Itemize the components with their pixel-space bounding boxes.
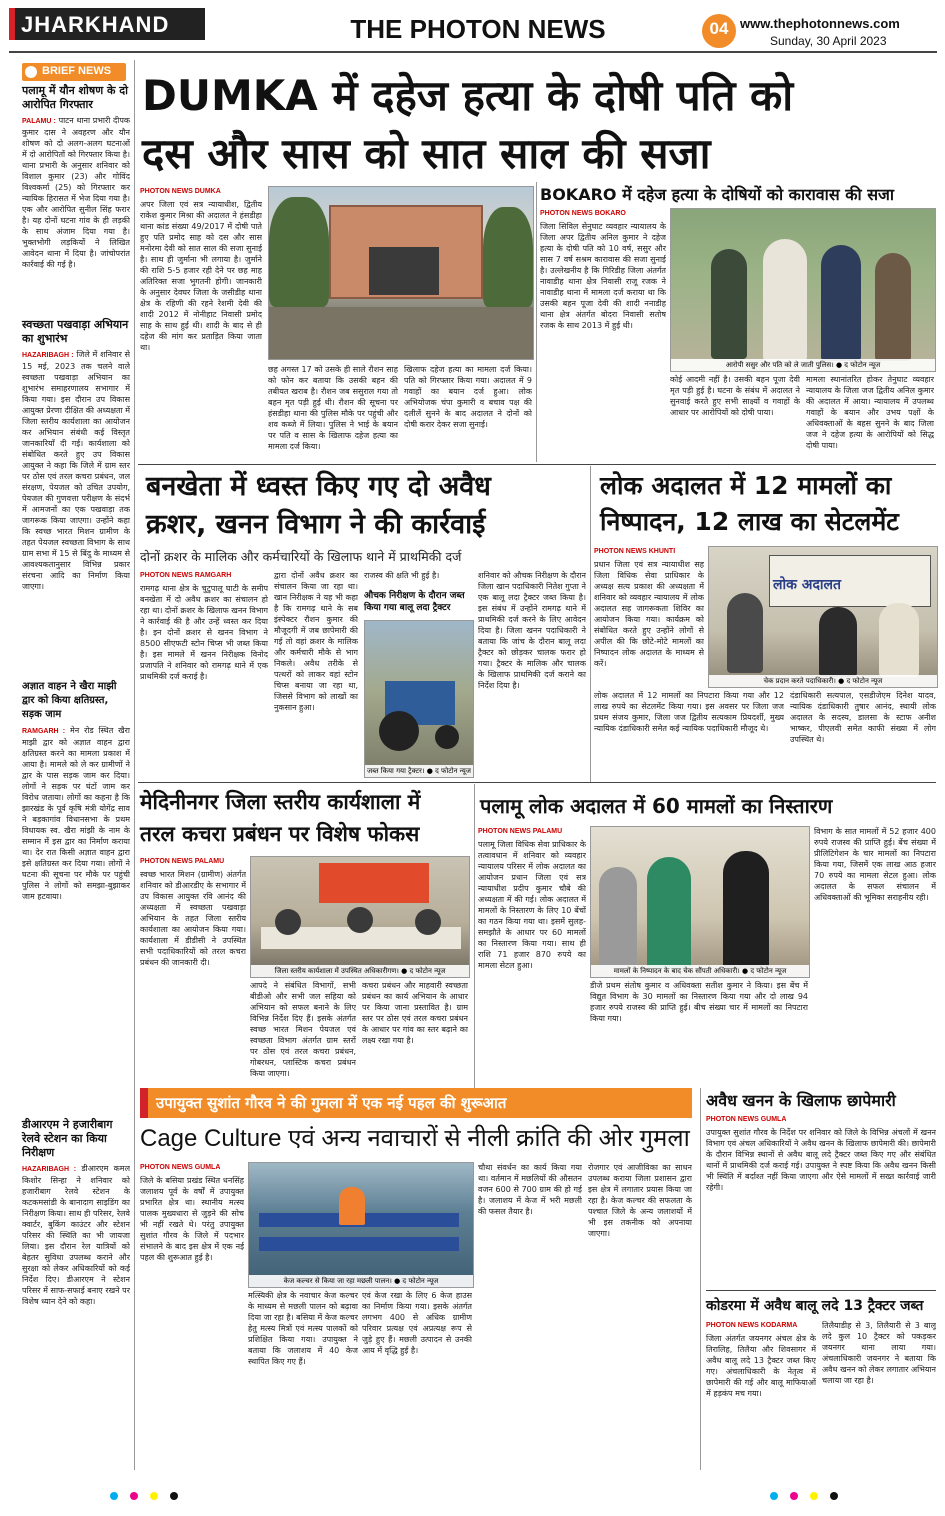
court-tree-left [269,197,329,307]
court-road [269,307,533,359]
reg-mark-6 [790,1492,798,1500]
brief-column-divider [134,60,135,1470]
person-2 [763,239,807,361]
lead-col-2: छह अगस्त 17 को उसके ही साले रौशन साह को फोन कर बताया कि उसकी बहन की तबीयत खराब है। रौशन जब ससुराल गया तो बहन मृत पड़ी हुई थी। रौशन की सूचना पर हंसडीहा थाना की पुलिस मौके पर पहुंची और शव कब्जे में लिया। पुलिस ने भाई के बयान पर पति व सास के खिलाफ दहेज हत्या का मामला दर्ज किया। [268,365,398,451]
lead-credit: PHOTON NEWS DUMKA [140,188,221,195]
palamu-headline: पलामू लोक अदालत में 60 मामलों का निस्तारण [480,794,833,818]
gumla-photo-caption: केज कल्चर से किया जा रहा मछली पालन। ● द फोटोन न्यूज [249,1275,473,1287]
kodarma-col-2: तिलैयाडीह से 3, तिलैयारी से 3 बालू लदे कुल 10 ट्रैक्टर को पकड़कर जयनगर थाना लाया गया। अंचलाधिकारी जयनगर ने बताया कि अवैध खनन को लेकर लगातार अभियान चलाया जा रहा है। [822,1321,936,1385]
brief-item-3-text: मेन रोड स्थित खैरा माझी द्वार को अज्ञात वाहन द्वारा क्षतिग्रस्त करने का मामला प्रकाश में आया है। मामले को ले कर ग्रामीणों ने द्वार के पास सड़क जाम कर दिया। लोगों ने सड़क पर घंटों जाम कर विरोध जताया। लोगों का कहना है कि झारखंड के पूर्व कृषि मंत्री योगेंद्र साव ने बड़कागांव विधानसभा के प्रथम विधायक स्व. खैरा मांझी के नाम के सम्मान में इस द्वार का निर्माण कराया था। देर रात किसी अज्ञात वाहन द्वारा इसे क्षतिग्रस्त कर दिया गया। लोगों ने घटना की सूचना पर मौके पर पहुंची पुलिस ने लोगों को समझा-बुझाकर जाम हटवाया। [22,726,130,901]
bokaro-photo-caption: आरोपी ससुर और पति को ले जाती पुलिस। ● द फोटोन न्यूज [671,359,935,371]
crusher-col-2: द्वारा दोनों अवैध क्रशर का संचालन किया जा रहा था। खान निरीक्षक ने यह भी कहा है कि रामगढ़ थाने के सब इंस्पेक्टर रौशन कुमार की मौजूदगी में जब छापेमारी की गई तो वहां क्रशर के मालिक और कर्मचारी मौके से भाग निकले। अवैध तरीके से पत्थरों को लाकर वहां स्टोन चिप्स बनाया जा रहा था, जिससे विभाग को लाखों का नुकसान हुआ। [274,571,358,712]
bokaro-headline: BOKARO में दहेज हत्या के दोषियों को कारावास की सजा [540,185,895,204]
crusher-col-4: शनिवार को औचक निरीक्षण के दौरान जिला खान पदाधिकारी नितेश गुप्ता ने एक बालू लदा ट्रैक्टर जब्त किया है। इस संबंध में उन्होंने रामगढ़ थाने में प्राथमिकी दर्ज करने के लिए आवेदन दिया है। जिला खनन पदाधिकारी ने बताया कि जांच के दौरान बालू लदा ट्रैक्टर को छोड़कर चालक फरार हो गया। ट्रैक्टर के मालिक और चालक के खिलाफ प्राथमिकी दर्ज कराने का निर्देश दिया है। [478,571,586,690]
palamu-col-3: विभाग के सात मामलों में 52 हजार 400 रुपये राजस्व की प्राप्ति हुई। बेंच संख्या में प्रीलिटिगेशन के चार मामलों का निपटारा किया गया, जिसमें एक लाख आठ हजार 70 रुपये का मामला सेटल हुआ। लोक अदालत के सफल संचालन में अधिवक्ताओं की भूमिका सराहनीय रही। [814,827,936,902]
bokaro-col-3: मामला स्थानांतरित होकर तेनुघाट व्यवहार न्यायालय के जिला जज द्वितीय अनिल कुमार की अदालत में आया। न्यायालय में उपलब्ध गवाहों के बयान और उभय पक्षों के अधिवक्ताओं के बहस सुनने के बाद जिला जज ने दहेज हत्या के आरोपियों को सिद्ध दोषी पाया। [806,375,934,450]
gumla-banner-text: उपायुक्त सुशांत गौरव ने की गुमला में एक नई पहल की शुरूआत [156,1094,507,1112]
khanan-body [706,1114,936,1284]
palamu-credit: PHOTON NEWS PALAMU [478,828,563,835]
palamu-col-1-text: पलामू जिला विधिक सेवा प्राधिकार के तत्वावधान में शनिवार को व्यवहार न्यायालय परिसर में लोक अदालत का आयोजन प्रधान जिला एवं सत्र न्यायाधीश प्रदीप कुमार चौबे की अध्यक्षता में की गई। लोक अदालत में मामलों के निस्तारण के लिए 10 बेंचों का गठन किया गया था। इसमें सुलह-समझौते के आधार पर 60 मामलों का निस्तारण किया गया। साथ ही राशि 71 हजार 870 रुपये का मामला सेटल हुआ। [478,840,586,970]
section-tag-label: JHARKHAND [21,12,170,37]
brief-item-1-text: पाटन थाना प्रभारी दीपक कुमार दास ने अवहरण और यौन शोषण को दो अलग-अलग घटनाओं में दो आरोपितों को गिरफ्तार किया है। थाना प्रभारी के अनुसार शनिवार को विशाल कुमार (23) और गोविंद विश्वकर्मा (25) को गिरफ्तार कर न्यायिक हिरासत में भेज दिया गया है। एक और आरोपित सुनील सिंह फरार है। यह दोनों घटना गांव के ही लड़की के साथ अंजाम दिया गया है। भुक्तभोगी लड़कियों ने लिखित आवेदन थाना में दिया है। जांचोपरांत कार्रवाई की गई है। [22,116,130,269]
bokaro-credit: PHOTON NEWS BOKARO [540,210,626,217]
lead-headline-line1: DUMKA में दहेज हत्या के दोषी पति को [142,71,794,120]
reg-mark-8 [830,1492,838,1500]
reg-mark-1 [110,1492,118,1500]
rule-kodarma [706,1290,936,1291]
khunti-photo [708,546,938,688]
gumla-col-1 [140,1162,244,1470]
brief-item-3-title: अज्ञात वाहन ने खैरा माझी द्वार को किया क्षतिग्रस्त, सड़क जाम [22,681,117,720]
crusher-headline-line2: क्रशर, खनन विभाग ने की कार्रवाई [146,509,486,540]
khunti-divider [590,466,591,782]
brief-item-3-body [22,725,130,1055]
brief-item-1-title: पलामू में यौन शोषण के दो आरोपित गिरफ्तार [22,84,128,111]
attendee-1 [275,909,301,935]
bokaro-col-1 [540,208,666,458]
medininagar-col-1 [140,856,246,1082]
officer-2 [819,607,857,677]
lead-col-3: खिलाफ दहेज हत्या का मामला दर्ज किया। पति को गिरफ्तार किया गया। अदालत में 9 गवाहों का बयान दर्ज हुआ। लोक अभियोजक चंपा कुमारी व बचाव पक्ष की दलीलें सुनने के बाद अदालत ने दोनों को दोषी करार देकर सजा सुनाई। [404,365,532,429]
khunti-photo-caption: चेक प्रदान करते पदाधिकारी। ● द फोटोन न्यूज [709,675,937,687]
bokaro-col-2: कोई आदमी नहीं है। उसकी बहन पूजा देवी मृत पड़ी हुई है। घटना के संबंध में अदालत ने सुनवाई करते हुए सभी साक्ष्यों व गवाहों के आधार पर आरोपियों को दोषी पाया। [670,375,800,417]
khunti-col-1-text: प्रधान जिला एवं सत्र न्यायाधीश सह जिला विधिक सेवा प्राधिकार के अध्यक्ष सत्य प्रकाश की अध्यक्षता में शनिवार को व्यवहार न्यायालय में लोक अदालत सह जागरूकता शिविर का आयोजन किया गया। कार्यक्रम को संबोधित करते हुए उन्होंने लोगों से अपील की कि छोटे-मोटे मामलों का निष्पादन लोक अदालत के माध्यम से करें। [594,560,704,668]
brief-item-4-place: HAZARIBAGH : [22,1166,77,1173]
court-tree-right [483,207,533,307]
khunti-credit: PHOTON NEWS KHUNTI [594,548,676,555]
tractor-wheel-big [379,711,419,751]
rule-row-2 [138,782,936,783]
person-3 [821,245,861,361]
crusher-credit: PHOTON NEWS RAMGARH [140,572,232,579]
lead-photo [268,186,534,360]
khunti-col-2: लोक अदालत में 12 मामलों का निपटारा किया गया और 12 लाख रुपये का सेटलमेंट किया गया। इस अवसर पर जिला जज प्रथम संजय कुमार, जिला जज द्वितीय सत्यकाम प्रियदर्शी, मुख्य न्यायिक दंडाधिकारी समेत कई न्यायिक पदाधिकारी मौजूद थे। [594,691,784,733]
registration-marks [0,1490,945,1502]
crusher-subhead: दोनों क्रशर के मालिक और कर्मचारियों के खिलाफ थाने में प्राथमिकी दर्ज [140,549,462,564]
khanan-credit: PHOTON NEWS GUMLA [706,1116,787,1123]
crusher-photo [364,620,474,778]
gumla-banner-stripe [140,1088,148,1118]
reg-mark-4 [170,1492,178,1500]
brief-item-4-body [22,1163,130,1493]
palamu-col-2: डीजे प्रथम संतोष कुमार व अधिवक्ता सतीश कुमार ने किया। इस बेंच में विद्युत विभाग के 30 मामलों का निस्तारण किया गया और दो लाख 94 हजार रुपये राजस्व की प्राप्ति हुई। बीच संख्या चार में मामलों का निपटारा किया गया। [590,981,808,1023]
bokaro-photo [670,208,936,372]
palamu-photo [590,826,810,978]
khunti-banner-text: लोक अदालत [773,577,841,593]
tractor-wheel-small [435,725,459,749]
gumla-col-5: रोजगार एवं आजीविका का साधन उपलब्ध कराया जिला प्रशासन द्वारा इस क्षेत्र में लगातार प्रयास किया जा रहा है। केज कल्चर की सफलता के पश्चात जिले के अन्य जलाशयों में भी इस तकनीक को अपनाया जाएगा। [588,1163,692,1238]
brief-item-3 [22,680,130,1055]
officer-3 [879,603,919,677]
gumla-col-2: मत्स्यिकी क्षेत्र के नवाचार केज कल्चर के माध्यम से मछली पालन को बढ़ावा दिया जा रहा है। बसिया में केज कल्चर हेतु मत्स्य मित्रों एवं मत्स्य पालकों को प्रशिक्षित किया गया। उपायुक्त ने बताया कि जलाशय में 40 केज स्थापित किए गए हैं। [248,1291,358,1366]
gumla-col-3: एवं केज रखा के लिए 6 केज हाउस का निर्माण किया गया। इसके अंतर्गत लगभग 400 से अधिक ग्रामीण परिवार प्रत्यक्ष एवं अप्रत्यक्ष रूप से जुड़े हुए हैं। मछली उत्पादन से उनकी आय में वृद्धि हुई है। [362,1291,472,1355]
attendee-3 [415,909,441,935]
medininagar-photo-caption: जिला स्तरीय कार्यशाला में उपस्थित अधिकारीगण। ● द फोटोन न्यूज [251,965,469,977]
crusher-col-3: राजस्व की क्षति भी हुई है। [364,571,440,580]
kodarma-col-1 [706,1320,816,1470]
man-left [599,867,637,967]
court-gate [369,247,439,295]
gumla-col-1-text: जिले के बसिया प्रखंड स्थित धनसिंह जलाशय पूर्व के वर्षों में उपायुक्त प्रभारित क्षेत्र था। स्थानीय मत्स्य पालक मुख्यधारा से जुड़ने की सोच भी नहीं रखते थे। परंतु उपायुक्त सुशांत गौरव के जिले में पदभार संभालने के बाद इस क्षेत्र में एक नई पहल की शुरूआत हुई है। [140,1176,244,1262]
crusher-photo-head: औचक निरीक्षण के दौरान जब्त किया गया बालू लदा ट्रैक्टर [364,591,465,613]
website[interactable]: www.thephotonnews.com [740,16,900,31]
brief-item-2-body [22,349,130,709]
gumla-photo [248,1162,474,1288]
cage-frame-2 [259,1237,459,1251]
gumla-col-4: चौथा संवर्धन का कार्य किया गया था। वर्तमान में मछलियों की औसतन वजन 600 से 700 ग्राम की हो गई है। जलाशय में केज में भरी मछली की फसल तैयार है। [478,1163,582,1216]
reg-mark-7 [810,1492,818,1500]
brief-item-4-text: डीआरएम कमल किशोर सिन्हा ने शनिवार को हजारीबाग रेलवे स्टेशन के कटकमसांडी के बानादाग साइडिंग का निरीक्षण किया। साथ ही परिसर, रेलवे क्वार्टर, बुकिंग काउंटर और स्टेशन परिसर की स्थिति का भी जायजा लिया। इस दौरान रेल यात्रियों को बेहतर सुविधा उपलब्ध कराने और सुरक्षा को लेकर अधिकारियों को कई निर्देश दिए। डीआरएम ने स्टेशन परिसर में साफ-सफाई बनाए रखने पर विशेष ध्यान देने को कहा। [22,1164,130,1306]
medininagar-headline-line1: मेदिनीनगर जिला स्तरीय कार्यशाला में [140,790,421,814]
lead-headline-line2: दस और सास को सात साल की सजा [142,129,711,178]
issue-date: Sunday, 30 April 2023 [770,34,887,48]
brief-news-label-box [22,63,126,81]
crusher-photo-caption: जब्त किया गया ट्रैक्टर। ● द फोटोन न्यूज [367,767,471,775]
kodarma-credit: PHOTON NEWS KODARMA [706,1322,798,1329]
masthead: THE PHOTON NEWS [350,14,606,44]
crusher-headline-line1: बनखेता में ध्वस्त किए गए दो अवैध [146,471,491,502]
worker-orange [339,1187,365,1225]
palamu-photo-caption: मामलों के निष्पादन के बाद चेक सौंपती अधिकारी। ● द फोटोन न्यूज [591,965,809,977]
kodarma-headline: कोडरमा में अवैध बालू लदे 13 ट्रैक्टर जब्त [706,1298,924,1314]
medininagar-col-2: आपदे ने संबंधित विभागों, सभी बीडीओ और सभी जल सहिया को अभियान को सफल बनाने के लिए विभिन्न निर्देश दिए हैं। इसके अंतर्गत स्वच्छ भारत मिशन पेयजल एवं स्वच्छता विभाग अंतर्गत ग्राम स्तरों पर ठोस एवं तरल कचरा प्रबंधन, गोबरधन, प्लास्टिक कचरा प्रबंधन किया जाएगा। [250,981,356,1078]
lead-col-1 [140,186,262,460]
crusher-col-1 [140,570,268,776]
medininagar-headline-line2: तरल कचरा प्रबंधन पर विशेष फोकस [140,822,420,846]
medininagar-photo [250,856,470,978]
kodarma-col-1-text: जिला अंतर्गत जयनगर अंचल क्षेत्र के तिरालिह, तिलैया और शिवसागर में अवैध बालू लदे 13 ट्रैक्टर जब्त किए गए। अंचलाधिकारी के नेतृत्व में छापेमारी की गई और बालू माफियाओं में हड़कंप मच गया। [706,1334,816,1398]
brief-item-2-text: जिले में शनिवार से 15 मई, 2023 तक चलने वाले स्वच्छता पखवाड़ा अभियान का शुभारंभ समाहरणालय सभागार में किया गया। इस दौरान उप विकास आयुक्त प्रेरणा दीक्षित की अध्यक्षता में जिला स्तरीय कार्यशाला का आयोजन कर अभियान संबंधी कई विस्तृत जानकारियाँ दी गई। कार्यशाला को संबोधित करते हुए उप विकास आयुक्त ने कहा कि जिले में ग्राम स्तर पर ठोस एवं तरल कचरा प्रबंधन, जल संरक्षण, पेयजल को उचित उपयोग, पेयजल की गुणवत्ता परीक्षण के संदर्भ में आमजनों का एक पखवाड़ा तक जागरूक किया जाएगा। उन्होंने कहा कि स्वच्छ भारत मिशन ग्रामीण के तहत पेयजल स्वच्छता विभाग के साथ ग्राम सभा में 15 से बिंदु के माध्यम से आवश्यकतानुसार विभिन्न प्रकार संरचना आदि का निर्माण किया जाएगा। [22,350,130,591]
khunti-col-1 [594,546,704,696]
brief-news-icon [25,66,37,78]
medininagar-col-3: कचरा प्रबंधन और माहवारी स्वच्छता प्रबंधन का कार्य अभियान के आधार पर किया जाना प्रस्तावित है। ग्राम स्तर पर ठोस एवं तरल कचरा प्रबंधन के आधार पर गांव का स्तर बढ़ाने का लक्ष्य रखा गया है। [362,981,468,1045]
brief-item-4-title: डीआरएम ने हजारीबाग रेलवे स्टेशन का किया निरीक्षण [22,1118,113,1159]
khunti-col-3: दंडाधिकारी सत्यपाल, एसडीजेएम दिनेश यादव, न्यायिक दंडाधिकारी तुषार आनंद, स्थायी लोक अदालत के सदस्य, डालसा के स्टाफ अनीश भाष्कर, पीएलवी समेत काफी संख्या में लोग उपस्थित थे। [790,691,936,744]
khunti-headline-line2: निष्पादन, 12 लाख का सेटलमेंट [600,507,899,536]
crusher-col-1-text: रामगढ़ थाना क्षेत्र के चुटुपालू घाटी के समीप बनखेता में दो अवैध क्रशर का संचालन हो रहा था। दोनों क्रशर के खिलाफ खनन विभाग ने कार्रवाई की है और उन्हें ध्वस्त कर दिया है। इन दोनों क्रशर से खनन विभाग ने 8500 सीएफटी स्टोन चिप्स भी जब्त किया है। इस मामले में खनन निरीक्षक विनोद प्रजापति ने शनिवार को रामगढ़ थाने में एक प्राथमिकी दर्ज कराई है। [140,584,268,681]
brief-item-1-place: PALAMU : [22,118,56,125]
lead-col-1-text: अपर जिला एवं सत्र न्यायाधीश, द्वितीय राकेश कुमार मिश्रा की अदालत ने हंसडीहा थाना कांड संख्या 49/2017 में दोषी पाते हुए पति प्रमोद साह को दस और सास मनोरमा देवी को सात साल की सजा सुनाई है। साथ ही जुर्माना भी लगाया है। जुर्माने की राशि 5-5 हजार रही देने पर छह माह अतिरिक्त सजा भुगतनी होगी। जानकारी के अनुसार देवघर जिला के जसीडीह थाना क्षेत्र के रहिणी की रहने रेशमी देवी की शादी 2012 में नोनीहाट निवासी प्रमोद साह के साथ हुई थी। शादी के बाद से ही दहेज की मांग कर प्रताड़ित किया जाता था। [140,200,262,352]
khanan-headline: अवैध खनन के खिलाफ छापेमारी [706,1091,896,1110]
brief-item-2-place: HAZARIBAGH : [22,352,74,359]
person-1 [711,249,747,359]
brief-item-2 [22,318,130,709]
khanan-body-text: उपायुक्त सुशांत गौरव के निर्देश पर शनिवार को जिले के विभिन्न अंचलों में खनन विभाग एवं अंचल अधिकारियों ने अवैध खनन के खिलाफ छापेमारी की। छापेमारी के दौरान विभिन्न स्थानों से अवैध बालू लदे ट्रैक्टर जब्त किए गए और संबंधित थानों में प्राथमिकी दर्ज कराई गई। उपायुक्त ने स्पष्ट किया कि अवैध खनन किसी भी स्थिति में बर्दाश्त नहीं किया जाएगा और ऐसे मामलों में सख्त कार्रवाई जारी रहेगी। [706,1128,936,1192]
person-4 [875,253,911,361]
section-tag [9,8,205,40]
brief-item-1-body [22,115,130,305]
brief-item-1 [22,84,130,305]
page-number: 04 [709,19,729,38]
reg-mark-3 [150,1492,158,1500]
attendee-2 [347,907,373,933]
officer-1 [727,593,763,673]
right-lower-divider [700,1088,701,1470]
rule-row-1 [138,464,936,465]
brief-item-4 [22,1118,130,1493]
reg-mark-2 [130,1492,138,1500]
brief-item-3-place: RAMGARH : [22,728,66,735]
medininagar-col-1-text: स्वच्छ भारत मिशन (ग्रामीण) अंतर्गत शनिवार को डीआरडीए के सभागार में उप विकास आयुक्त रवि आनंद की अध्यक्षता में स्वच्छता पखवाड़ा अभियान के तहत जिला स्तरीय कार्यशाला का आयोजन किया गया। कार्यशाला में डीडीसी ने उपस्थित सभी पदाधिकारियों को तरल कचरा प्रबंधन की जानकारी दी। [140,870,246,967]
reg-mark-5 [770,1492,778,1500]
woman-receiving [647,857,691,969]
bokaro-col-1-text: जिला सिविल सेनुघाट व्यवहार न्यायालय के जिला अपर द्वितीय अनिल कुमार ने दहेज हत्या के दोषी पति को 10 वर्ष, ससुर और सास 7 वर्ष सश्रम कारावास की सजा सुनाई है। उल्लेखनीय है कि गिरिडीह जिला अंतर्गत नावाडीह थाना क्षेत्र निवासी राजू रजक ने नावाडीह थाना में मामला दर्ज कराया था कि उसकी बहन पूजा देवी की शादी ननाडीह थाना क्षेत्र अंतर्गत बोदरा निवासी सतोष रजक के साथ 2013 में हुई थी। [540,222,666,330]
palamu-col-1 [478,826,586,1082]
gumla-headline: Cage Culture एवं अन्य नवाचारों से नीली क्रांति की ओर गुमला [140,1125,690,1152]
section-tag-accent [9,8,15,40]
brief-item-2-title: स्वच्छता पखवाड़ा अभियान का शुभारंभ [22,318,129,345]
medininagar-credit: PHOTON NEWS PALAMU [140,858,225,865]
brief-news-label: BRIEF NEWS [42,65,112,77]
header-rule [9,51,937,53]
judge [723,851,769,969]
gumla-credit: PHOTON NEWS GUMLA [140,1164,221,1171]
khunti-headline-line1: लोक अदालत में 12 मामलों का [600,471,892,500]
workshop-banner [319,863,429,903]
palamu-divider [474,784,475,1088]
